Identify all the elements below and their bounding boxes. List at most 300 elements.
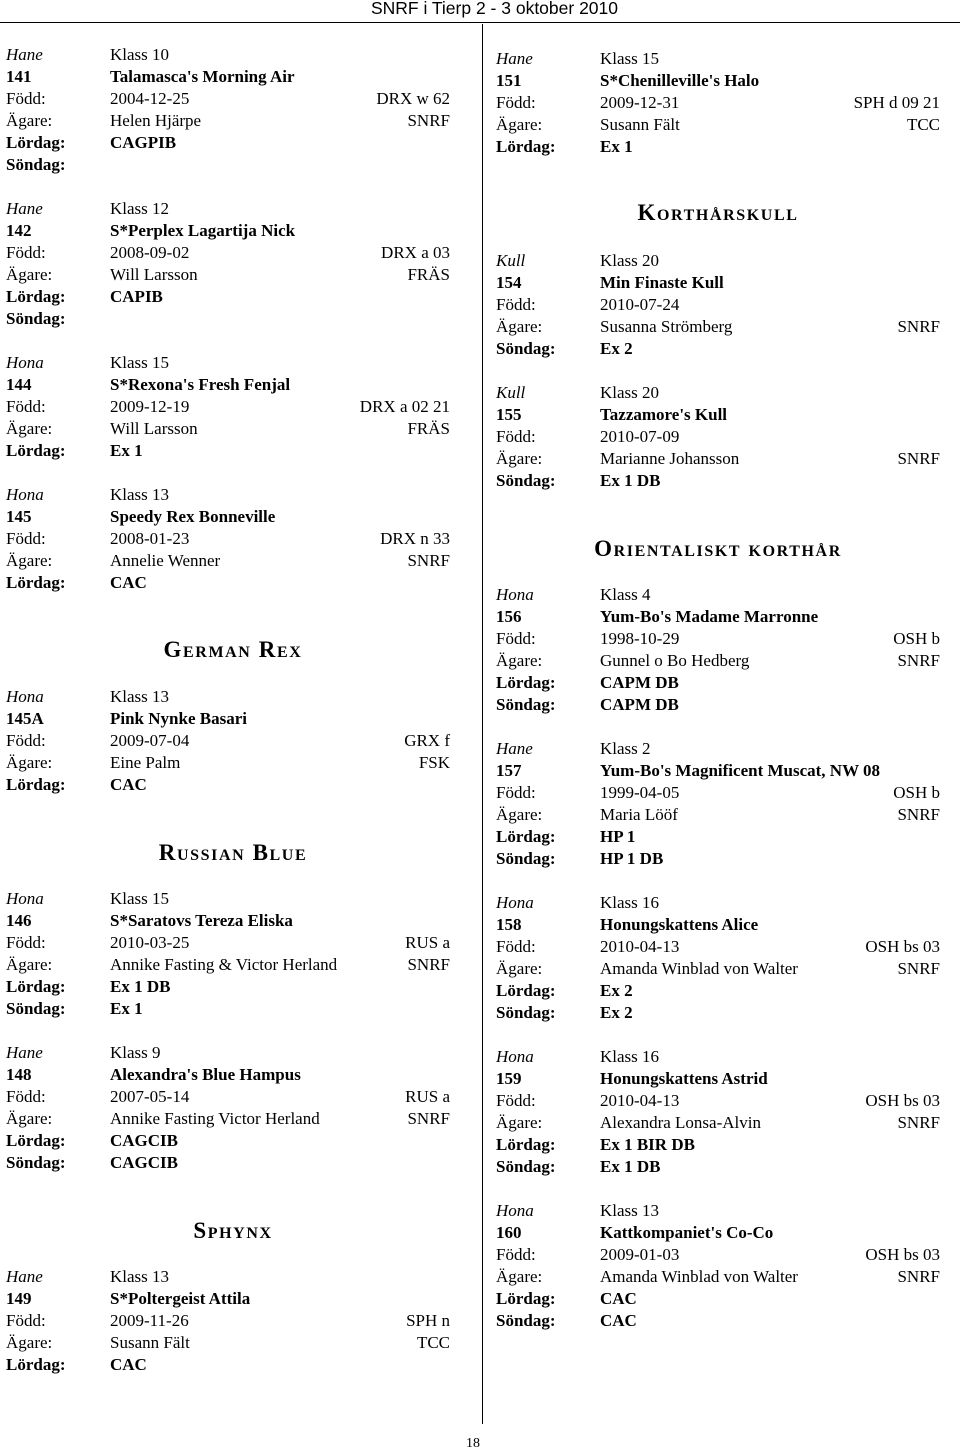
ems-code: DRX w 62 (376, 89, 450, 108)
sunday-label: Söndag: (6, 309, 66, 328)
entry-head-row (496, 584, 940, 606)
saturday-result: CAC (600, 1289, 637, 1308)
owner-row (6, 1332, 450, 1354)
entry-158 (496, 892, 940, 1024)
entry-157 (496, 738, 940, 870)
sunday-result: Ex 2 (600, 1003, 633, 1022)
catalog-number: 144 (6, 375, 32, 394)
owner-row (6, 752, 450, 774)
class-label: Klass 20 (600, 383, 660, 402)
saturday-result: CAC (110, 573, 147, 592)
birth-date: 2010-03-25 (110, 933, 190, 952)
born-row (496, 1090, 940, 1112)
born-label: Född: (496, 427, 536, 446)
birth-date: 2009-11-26 (110, 1311, 189, 1330)
club-name: SNRF (897, 805, 940, 824)
entry-142 (6, 198, 450, 330)
ems-code: OSH bs 03 (865, 1245, 940, 1264)
birth-date: 2004-12-25 (110, 89, 190, 108)
cat-name: Tazzamore's Kull (600, 405, 728, 424)
saturday-result: CAGCIB (110, 1131, 179, 1150)
sunday-result: Ex 1 DB (600, 471, 661, 490)
born-label: Född: (6, 529, 46, 548)
born-label: Född: (6, 731, 46, 750)
born-row (496, 936, 940, 958)
heading-orientaliskt: Orientaliskt korthår (594, 536, 842, 561)
class-label: Klass 10 (110, 45, 170, 64)
sex-label: Hona (6, 687, 44, 706)
owner-row (6, 954, 450, 976)
owner-label: Ägare: (6, 265, 53, 284)
cat-name: Alexandra's Blue Hampus (110, 1065, 301, 1084)
born-label: Född: (6, 1087, 46, 1106)
owner-row (6, 418, 450, 440)
catalog-number: 159 (496, 1069, 522, 1088)
saturday-row (6, 1354, 450, 1376)
catalog-number: 157 (496, 761, 522, 780)
owner-row (496, 1112, 940, 1134)
column-divider (482, 24, 483, 1424)
class-label: Klass 16 (600, 893, 660, 912)
saturday-row (6, 1130, 450, 1152)
owner-label: Ägare: (496, 115, 543, 134)
entry-head-row (496, 250, 940, 272)
saturday-result: Ex 1 (600, 137, 633, 156)
sunday-label: Söndag: (6, 155, 66, 174)
born-row (496, 92, 940, 114)
saturday-label: Lördag: (496, 1135, 556, 1154)
cat-name: S*Rexona's Fresh Fenjal (110, 375, 291, 394)
catalog-number: 148 (6, 1065, 32, 1084)
ems-code: OSH b (893, 629, 940, 648)
owner-label: Ägare: (496, 317, 543, 336)
cat-name: Yum-Bo's Madame Marronne (600, 607, 819, 626)
cat-name: Yum-Bo's Magnificent Muscat, NW 08 (600, 761, 881, 780)
birth-date: 2009-12-31 (600, 93, 680, 112)
entry-head-row (6, 484, 450, 506)
born-label: Född: (496, 93, 536, 112)
saturday-label: Lördag: (6, 133, 66, 152)
born-row (6, 528, 450, 550)
saturday-row (496, 1134, 940, 1156)
sunday-result: Ex 1 (110, 999, 143, 1018)
born-row (496, 426, 940, 448)
sunday-row (496, 1310, 940, 1332)
saturday-result: Ex 2 (600, 981, 633, 1000)
owner-name: Will Larsson (110, 265, 198, 284)
born-row (6, 1310, 450, 1332)
saturday-label: Lördag: (496, 673, 556, 692)
born-row (496, 782, 940, 804)
catalog-number: 146 (6, 911, 32, 930)
entry-title-row (6, 374, 450, 396)
club-name: SNRF (897, 651, 940, 670)
born-row (496, 628, 940, 650)
owner-name: Annike Fasting & Victor Herland (110, 955, 338, 974)
entry-title-row (496, 70, 940, 92)
birth-date: 2009-12-19 (110, 397, 190, 416)
owner-name: Susanna Strömberg (600, 317, 733, 336)
owner-row (6, 1108, 450, 1130)
birth-date: 2010-04-13 (600, 1091, 680, 1110)
born-row (6, 88, 450, 110)
owner-label: Ägare: (6, 419, 53, 438)
born-label: Född: (6, 243, 46, 262)
cat-name: Kattkompaniet's Co-Co (600, 1223, 774, 1242)
entry-head-row (6, 44, 450, 66)
entry-title-row (496, 404, 940, 426)
club-name: SNRF (407, 955, 450, 974)
sex-label: Hona (6, 889, 44, 908)
entry-title-row (6, 1288, 450, 1310)
sunday-row (6, 308, 450, 330)
sunday-result: HP 1 DB (600, 849, 664, 868)
cat-name: S*Chenilleville's Halo (600, 71, 760, 90)
owner-row (496, 650, 940, 672)
ems-code: OSH bs 03 (865, 1091, 940, 1110)
heading-korthar: Korthårskull (637, 200, 799, 225)
saturday-row (496, 672, 940, 694)
sunday-result: CAGCIB (110, 1153, 179, 1172)
sunday-row (6, 998, 450, 1020)
owner-name: Susann Fält (110, 1333, 190, 1352)
sex-label: Hane (6, 1267, 43, 1286)
cat-name: Min Finaste Kull (600, 273, 724, 292)
catalog-number: 158 (496, 915, 522, 934)
cat-name: S*Saratovs Tereza Eliska (110, 911, 293, 930)
class-label: Klass 15 (600, 49, 660, 68)
ems-code: RUS a (405, 933, 450, 952)
catalog-number: 149 (6, 1289, 32, 1308)
owner-label: Ägare: (496, 1267, 543, 1286)
sunday-label: Söndag: (496, 849, 556, 868)
class-label: Klass 4 (600, 585, 651, 604)
owner-name: Susann Fält (600, 115, 680, 134)
saturday-result: CAGPIB (110, 133, 177, 152)
sunday-row (6, 154, 450, 176)
club-name: FRÄS (407, 419, 450, 438)
entry-title-row (496, 1222, 940, 1244)
entry-title-row (6, 506, 450, 528)
born-label: Född: (6, 89, 46, 108)
cat-name: Speedy Rex Bonneville (110, 507, 276, 526)
entry-156 (496, 584, 940, 716)
entry-head-row (6, 686, 450, 708)
class-label: Klass 13 (110, 1267, 170, 1286)
born-label: Född: (496, 1245, 536, 1264)
ems-code: SPH n (406, 1311, 450, 1330)
born-label: Född: (6, 1311, 46, 1330)
owner-name: Gunnel o Bo Hedberg (600, 651, 750, 670)
sunday-label: Söndag: (496, 695, 556, 714)
sunday-label: Söndag: (6, 999, 66, 1018)
cat-name: S*Perplex Lagartija Nick (110, 221, 296, 240)
sex-label: Hona (496, 1047, 534, 1066)
saturday-result: Ex 1 DB (110, 977, 171, 996)
club-name: TCC (416, 1333, 450, 1352)
born-label: Född: (496, 629, 536, 648)
saturday-result: Ex 1 (110, 441, 143, 460)
sunday-label: Söndag: (6, 1153, 66, 1172)
saturday-row (496, 136, 940, 158)
sunday-row (496, 694, 940, 716)
heading-russian-blue: Russian Blue (158, 840, 308, 865)
sunday-label: Söndag: (496, 1157, 556, 1176)
saturday-label: Lördag: (496, 981, 556, 1000)
sex-label: Hane (496, 739, 533, 758)
saturday-label: Lördag: (496, 827, 556, 846)
owner-label: Ägare: (6, 551, 53, 570)
birth-date: 2007-05-14 (110, 1087, 190, 1106)
ems-code: OSH bs 03 (865, 937, 940, 956)
entry-144 (6, 352, 450, 462)
cat-name: Honungskattens Astrid (600, 1069, 768, 1088)
ems-code: GRX f (404, 731, 450, 750)
owner-row (496, 448, 940, 470)
club-name: SNRF (897, 959, 940, 978)
entry-head-row (6, 888, 450, 910)
entry-160 (496, 1200, 940, 1332)
entry-159 (496, 1046, 940, 1178)
entry-141 (6, 44, 450, 176)
saturday-row (6, 440, 450, 462)
born-label: Född: (496, 1091, 536, 1110)
class-label: Klass 2 (600, 739, 651, 758)
sex-label: Hona (496, 1201, 534, 1220)
entry-title-row (6, 1064, 450, 1086)
owner-label: Ägare: (496, 1113, 543, 1132)
saturday-result: HP 1 (600, 827, 636, 846)
club-name: SNRF (407, 111, 450, 130)
owner-name: Amanda Winblad von Walter (600, 1267, 798, 1286)
birth-date: 2010-07-09 (600, 427, 680, 446)
club-name: SNRF (407, 1109, 450, 1128)
sex-label: Hane (496, 49, 533, 68)
born-row (6, 396, 450, 418)
owner-name: Amanda Winblad von Walter (600, 959, 798, 978)
entry-head-row (496, 48, 940, 70)
catalog-number: 141 (6, 67, 32, 86)
club-name: SNRF (897, 1267, 940, 1286)
page-header: SNRF i Tierp 2 - 3 oktober 2010 (370, 0, 618, 18)
class-label: Klass 13 (110, 687, 170, 706)
entry-title-row (6, 220, 450, 242)
entry-155 (496, 382, 940, 492)
born-row (6, 932, 450, 954)
owner-name: Alexandra Lonsa-Alvin (600, 1113, 761, 1132)
saturday-row (496, 826, 940, 848)
owner-label: Ägare: (6, 111, 53, 130)
birth-date: 2008-09-02 (110, 243, 190, 262)
catalog-number: 151 (496, 71, 522, 90)
class-label: Klass 20 (600, 251, 660, 270)
ems-code: DRX a 03 (381, 243, 450, 262)
saturday-row (496, 1288, 940, 1310)
owner-row (496, 114, 940, 136)
born-row (6, 730, 450, 752)
entry-head-row (496, 1046, 940, 1068)
saturday-row (6, 774, 450, 796)
catalog-number: 156 (496, 607, 522, 626)
saturday-label: Lördag: (6, 1355, 66, 1374)
saturday-row (6, 132, 450, 154)
saturday-label: Lördag: (6, 573, 66, 592)
sunday-label: Söndag: (496, 339, 556, 358)
catalog-number: 160 (496, 1223, 522, 1242)
sunday-row (496, 1002, 940, 1024)
birth-date: 2010-04-13 (600, 937, 680, 956)
class-label: Klass 13 (600, 1201, 660, 1220)
owner-label: Ägare: (6, 1333, 53, 1352)
owner-label: Ägare: (496, 959, 543, 978)
class-label: Klass 15 (110, 889, 170, 908)
entry-145a (6, 686, 450, 796)
entry-head-row (496, 892, 940, 914)
saturday-label: Lördag: (6, 287, 66, 306)
sex-label: Hane (6, 45, 43, 64)
saturday-result: Ex 1 BIR DB (600, 1135, 695, 1154)
saturday-row (6, 976, 450, 998)
owner-name: Helen Hjärpe (110, 111, 202, 130)
sunday-row (6, 1152, 450, 1174)
birth-date: 2010-07-24 (600, 295, 680, 314)
saturday-row (496, 980, 940, 1002)
entry-148 (6, 1042, 450, 1174)
entry-head-row (496, 1200, 940, 1222)
sex-label: Hona (496, 585, 534, 604)
page-number: 18 (466, 1436, 480, 1451)
entry-146 (6, 888, 450, 1020)
entry-head-row (496, 738, 940, 760)
class-label: Klass 12 (110, 199, 170, 218)
class-label: Klass 16 (600, 1047, 660, 1066)
entry-head-row (6, 1266, 450, 1288)
born-row (496, 1244, 940, 1266)
owner-row (6, 264, 450, 286)
saturday-row (6, 286, 450, 308)
sex-label: Kull (496, 251, 526, 270)
entry-head-row (496, 382, 940, 404)
owner-row (6, 550, 450, 572)
owner-name: Annelie Wenner (110, 551, 221, 570)
cat-name: S*Poltergeist Attila (110, 1289, 251, 1308)
club-name: TCC (906, 115, 940, 134)
catalog-number: 154 (496, 273, 522, 292)
owner-label: Ägare: (496, 449, 543, 468)
owner-label: Ägare: (6, 955, 53, 974)
entry-title-row (6, 910, 450, 932)
saturday-result: CAPIB (110, 287, 163, 306)
born-label: Född: (6, 397, 46, 416)
born-label: Född: (496, 783, 536, 802)
saturday-result: CAPM DB (600, 673, 679, 692)
sex-label: Hona (6, 485, 44, 504)
entry-154 (496, 250, 940, 360)
club-name: SNRF (897, 449, 940, 468)
owner-row (496, 1266, 940, 1288)
saturday-result: CAC (110, 1355, 147, 1374)
born-label: Född: (496, 937, 536, 956)
class-label: Klass 9 (110, 1043, 161, 1062)
entry-title-row (496, 914, 940, 936)
born-row (6, 242, 450, 264)
birth-date: 1999-04-05 (600, 783, 680, 802)
cat-name: Honungskattens Alice (600, 915, 759, 934)
club-name: FRÄS (407, 265, 450, 284)
cat-name: Talamasca's Morning Air (110, 67, 295, 86)
owner-label: Ägare: (6, 753, 53, 772)
entry-head-row (6, 352, 450, 374)
saturday-label: Lördag: (496, 137, 556, 156)
entry-145 (6, 484, 450, 594)
sunday-row (496, 848, 940, 870)
born-row (496, 294, 940, 316)
sunday-label: Söndag: (496, 471, 556, 490)
owner-name: Marianne Johansson (600, 449, 740, 468)
sex-label: Kull (496, 383, 526, 402)
sex-label: Hona (6, 353, 44, 372)
sunday-result: CAPM DB (600, 695, 679, 714)
sex-label: Hane (6, 199, 43, 218)
ems-code: SPH d 09 21 (853, 93, 940, 112)
saturday-label: Lördag: (6, 1131, 66, 1150)
class-label: Klass 15 (110, 353, 170, 372)
entry-title-row (6, 66, 450, 88)
born-row (6, 1086, 450, 1108)
sunday-row (496, 470, 940, 492)
sunday-result: CAC (600, 1311, 637, 1330)
born-label: Född: (6, 933, 46, 952)
owner-label: Ägare: (6, 1109, 53, 1128)
class-label: Klass 13 (110, 485, 170, 504)
owner-label: Ägare: (496, 805, 543, 824)
owner-name: Will Larsson (110, 419, 198, 438)
birth-date: 1998-10-29 (600, 629, 680, 648)
header-rule (0, 22, 960, 23)
saturday-label: Lördag: (6, 775, 66, 794)
catalog-number: 142 (6, 221, 32, 240)
birth-date: 2009-07-04 (110, 731, 190, 750)
catalog-number: 145 (6, 507, 32, 526)
catalog-number: 145A (6, 709, 44, 728)
cat-name: Pink Nynke Basari (110, 709, 247, 728)
saturday-result: CAC (110, 775, 147, 794)
entry-149 (6, 1266, 450, 1376)
owner-name: Eine Palm (110, 753, 181, 772)
catalog-number: 155 (496, 405, 522, 424)
owner-row (496, 958, 940, 980)
saturday-row (6, 572, 450, 594)
saturday-label: Lördag: (6, 441, 66, 460)
club-name: SNRF (897, 1113, 940, 1132)
birth-date: 2009-01-03 (600, 1245, 680, 1264)
owner-row (6, 110, 450, 132)
club-name: SNRF (897, 317, 940, 336)
ems-code: DRX a 02 21 (359, 397, 450, 416)
entry-title-row (496, 606, 940, 628)
sex-label: Hona (496, 893, 534, 912)
owner-name: Annike Fasting Victor Herland (110, 1109, 320, 1128)
owner-label: Ägare: (496, 651, 543, 670)
sunday-result: Ex 1 DB (600, 1157, 661, 1176)
heading-german-rex: German Rex (163, 637, 303, 662)
entry-title-row (496, 1068, 940, 1090)
entry-title-row (496, 760, 940, 782)
entry-title-row (496, 272, 940, 294)
sunday-row (496, 338, 940, 360)
sunday-result: Ex 2 (600, 339, 633, 358)
owner-name: Maria Lööf (600, 805, 678, 824)
